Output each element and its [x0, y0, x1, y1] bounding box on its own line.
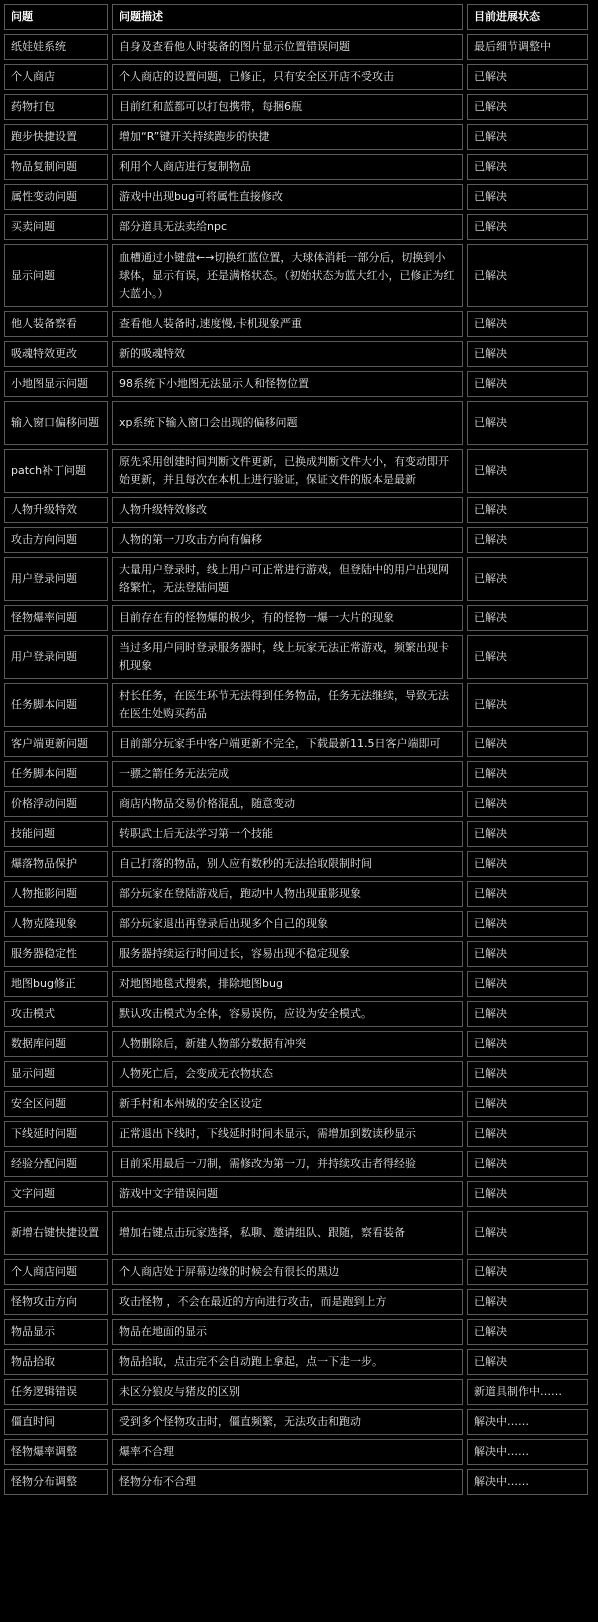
table-row [4, 34, 588, 60]
issue-name-cell: 人物升级特效 [4, 497, 108, 523]
issue-status-cell: 已解决 [467, 557, 588, 601]
table-row [4, 94, 588, 120]
issue-name-cell: 跑步快捷设置 [4, 124, 108, 150]
issue-name-cell: 地图bug修正 [4, 971, 108, 997]
table-row [4, 1151, 588, 1177]
issue-name-cell: 客户端更新问题 [4, 731, 108, 757]
issue-description-cell: 物品拾取，点击完不会自动跑上拿起，点一下走一步。 [112, 1349, 463, 1375]
issue-status-cell: 已解决 [467, 64, 588, 90]
issue-status-cell: 解决中…… [467, 1439, 588, 1465]
table-row [4, 1379, 588, 1405]
issue-description-cell: 一骠之箭任务无法完成 [112, 761, 463, 787]
issue-name-cell: 经验分配问题 [4, 1151, 108, 1177]
issue-status-cell: 已解决 [467, 635, 588, 679]
issue-status-cell: 已解决 [467, 449, 588, 493]
issue-name-cell: 物品拾取 [4, 1349, 108, 1375]
issue-name-cell: 怪物分布调整 [4, 1469, 108, 1495]
issue-name-cell: 新增右键快捷设置 [4, 1211, 108, 1255]
issue-description-cell: 人物死亡后，会变成无衣物状态 [112, 1061, 463, 1087]
issue-name-cell: 个人商店 [4, 64, 108, 90]
issue-description-cell: 目前存在有的怪物爆的极少，有的怪物一爆一大片的现象 [112, 605, 463, 631]
table-row [4, 1289, 588, 1315]
table-row [4, 881, 588, 907]
issue-status-cell: 已解决 [467, 214, 588, 240]
issue-status-cell: 已解决 [467, 821, 588, 847]
issue-description-cell: 个人商店处于屏幕边缘的时候会有很长的黑边 [112, 1259, 463, 1285]
issue-description-cell: 游戏中出现bug可将属性直接修改 [112, 184, 463, 210]
table-row [4, 1319, 588, 1345]
issue-name-cell: 任务脚本问题 [4, 683, 108, 727]
issue-status-cell: 已解决 [467, 1031, 588, 1057]
issue-name-cell: 僵直时间 [4, 1409, 108, 1435]
issue-description-cell: 查看他人装备时,速度慢,卡机现象严重 [112, 311, 463, 337]
table-row [4, 971, 588, 997]
issue-name-cell: 用户登录问题 [4, 635, 108, 679]
issue-name-cell: 人物克隆现象 [4, 911, 108, 937]
issue-status-cell: 新道具制作中…… [467, 1379, 588, 1405]
table-row [4, 1091, 588, 1117]
issue-status-cell: 已解决 [467, 1349, 588, 1375]
issue-status-cell: 已解决 [467, 941, 588, 967]
issue-name-cell: patch补丁问题 [4, 449, 108, 493]
issue-status-cell: 已解决 [467, 371, 588, 397]
issue-status-cell: 已解决 [467, 1151, 588, 1177]
issue-description-cell: 未区分狼皮与猪皮的区别 [112, 1379, 463, 1405]
issue-name-cell: 个人商店问题 [4, 1259, 108, 1285]
table-row [4, 124, 588, 150]
table-row [4, 401, 588, 445]
issue-status-cell: 已解决 [467, 605, 588, 631]
issue-name-cell: 爆落物品保护 [4, 851, 108, 877]
issue-status-cell: 已解决 [467, 791, 588, 817]
table-row [4, 1031, 588, 1057]
table-row [4, 1181, 588, 1207]
column-header-description: 问题描述 [112, 4, 463, 30]
issue-status-cell: 已解决 [467, 184, 588, 210]
issue-name-cell: 小地图显示问题 [4, 371, 108, 397]
table-row [4, 683, 588, 727]
table-row [4, 941, 588, 967]
issue-status-cell: 已解决 [467, 401, 588, 445]
issue-description-cell: 人物的第一刀攻击方向有偏移 [112, 527, 463, 553]
table-row [4, 791, 588, 817]
issue-description-cell: 原先采用创建时间判断文件更新，已换成判断文件大小，有变动即开始更新，并且每次在本机上进行验证，保证文件的版本是最新 [112, 449, 463, 493]
table-row [4, 1001, 588, 1027]
issue-name-cell: 他人装备察看 [4, 311, 108, 337]
table-row [4, 154, 588, 180]
issue-status-cell: 已解决 [467, 1319, 588, 1345]
table-row [4, 1409, 588, 1435]
issue-name-cell: 攻击模式 [4, 1001, 108, 1027]
column-header-issue: 问题 [4, 4, 108, 30]
issue-status-cell: 已解决 [467, 1289, 588, 1315]
issue-description-cell: 物品在地面的显示 [112, 1319, 463, 1345]
table-row [4, 605, 588, 631]
issue-status-cell: 解决中…… [467, 1469, 588, 1495]
issue-status-cell: 已解决 [467, 1181, 588, 1207]
table-row [4, 731, 588, 757]
table-row [4, 851, 588, 877]
issue-name-cell: 药物打包 [4, 94, 108, 120]
issue-description-cell: 98系统下小地图无法显示人和怪物位置 [112, 371, 463, 397]
issue-description-cell: 部分道具无法卖给npc [112, 214, 463, 240]
issue-status-cell: 已解决 [467, 154, 588, 180]
issue-description-cell: 目前部分玩家手中客户端更新不完全，下载最新11.5日客户端即可 [112, 731, 463, 757]
issue-name-cell: 用户登录问题 [4, 557, 108, 601]
issue-status-cell: 已解决 [467, 851, 588, 877]
issue-description-cell: 当过多用户同时登录服务器时，线上玩家无法正常游戏，频繁出现卡机现象 [112, 635, 463, 679]
issue-status-cell: 已解决 [467, 1091, 588, 1117]
table-row [4, 1439, 588, 1465]
table-row [4, 449, 588, 493]
table-row [4, 311, 588, 337]
table-row [4, 341, 588, 367]
issue-status-cell: 已解决 [467, 94, 588, 120]
issue-status-cell: 已解决 [467, 881, 588, 907]
issue-description-cell: 人物删除后，新建人物部分数据有冲突 [112, 1031, 463, 1057]
header-row [4, 4, 588, 30]
issue-name-cell: 任务逻辑错误 [4, 1379, 108, 1405]
issue-description-cell: 人物升级特效修改 [112, 497, 463, 523]
table-row [4, 64, 588, 90]
issue-name-cell: 技能问题 [4, 821, 108, 847]
issue-description-cell: 目前采用最后一刀制，需修改为第一刀，并持续攻击者得经验 [112, 1151, 463, 1177]
issue-name-cell: 服务器稳定性 [4, 941, 108, 967]
issue-description-cell: 服务器持续运行时间过长，容易出现不稳定现象 [112, 941, 463, 967]
issue-description-cell: 默认攻击模式为全体，容易误伤，应设为安全模式。 [112, 1001, 463, 1027]
table-row [4, 1121, 588, 1147]
issue-status-cell: 最后细节调整中 [467, 34, 588, 60]
issue-name-cell: 显示问题 [4, 244, 108, 307]
issue-description-cell: 部分玩家退出再登录后出现多个自己的现象 [112, 911, 463, 937]
issue-status-cell: 已解决 [467, 311, 588, 337]
issue-name-cell: 输入窗口偏移问题 [4, 401, 108, 445]
table-row [4, 761, 588, 787]
table-row [4, 1061, 588, 1087]
table-row [4, 557, 588, 601]
issue-description-cell: 部分玩家在登陆游戏后，跑动中人物出现重影现象 [112, 881, 463, 907]
issue-description-cell: 利用个人商店进行复制物品 [112, 154, 463, 180]
issue-description-cell: 增加右键点击玩家选择，私聊、邀请组队、跟随，察看装备 [112, 1211, 463, 1255]
issue-description-cell: 对地图地毯式搜索，排除地图bug [112, 971, 463, 997]
issue-name-cell: 纸娃娃系统 [4, 34, 108, 60]
issue-description-cell: 商店内物品交易价格混乱，随意变动 [112, 791, 463, 817]
table-row [4, 497, 588, 523]
issue-status-cell: 已解决 [467, 497, 588, 523]
issue-name-cell: 数据库问题 [4, 1031, 108, 1057]
table-row [4, 1211, 588, 1255]
issue-name-cell: 属性变动问题 [4, 184, 108, 210]
issue-description-cell: 受到多个怪物攻击时，僵直频繁，无法攻击和跑动 [112, 1409, 463, 1435]
issue-name-cell: 物品显示 [4, 1319, 108, 1345]
issue-description-cell: 新的吸魂特效 [112, 341, 463, 367]
issue-name-cell: 显示问题 [4, 1061, 108, 1087]
issue-description-cell: 增加“R”键开关持续跑步的快捷 [112, 124, 463, 150]
issue-description-cell: 自己打落的物品，别人应有数秒的无法拾取限制时间 [112, 851, 463, 877]
issue-status-cell: 已解决 [467, 1061, 588, 1087]
table-body [4, 34, 588, 1495]
issue-status-cell: 已解决 [467, 1001, 588, 1027]
issue-description-cell: 爆率不合理 [112, 1439, 463, 1465]
issue-status-cell: 已解决 [467, 971, 588, 997]
issue-name-cell: 怪物爆率调整 [4, 1439, 108, 1465]
issue-description-cell: 怪物分布不合理 [112, 1469, 463, 1495]
table-row [4, 214, 588, 240]
issue-status-cell: 已解决 [467, 1259, 588, 1285]
issue-status-cell: 解决中…… [467, 1409, 588, 1435]
table-row [4, 1259, 588, 1285]
issue-status-cell: 已解决 [467, 911, 588, 937]
table-row [4, 1349, 588, 1375]
column-header-status: 目前进展状态 [467, 4, 588, 30]
issue-name-cell: 攻击方向问题 [4, 527, 108, 553]
issue-status-cell: 已解决 [467, 527, 588, 553]
issue-name-cell: 价格浮动问题 [4, 791, 108, 817]
issue-description-cell: 游戏中文字错误问题 [112, 1181, 463, 1207]
table-row [4, 184, 588, 210]
issue-status-cell: 已解决 [467, 124, 588, 150]
table-row [4, 1469, 588, 1495]
issue-description-cell: 个人商店的设置问题，已修正，只有安全区开店不受攻击 [112, 64, 463, 90]
issue-name-cell: 物品复制问题 [4, 154, 108, 180]
issue-description-cell: xp系统下输入窗口会出现的偏移问题 [112, 401, 463, 445]
table-row [4, 244, 588, 307]
issue-description-cell: 正常退出下线时，下线延时时间未显示，需增加到数读秒显示 [112, 1121, 463, 1147]
issue-description-cell: 血槽通过小键盘←→切换红蓝位置，大球体消耗一部分后，切换到小球体，显示有误，还是满格状态。（初始状态为蓝大红小，已修正为红大蓝小。） [112, 244, 463, 307]
issue-name-cell: 买卖问题 [4, 214, 108, 240]
issue-status-cell: 已解决 [467, 244, 588, 307]
table-row [4, 635, 588, 679]
issue-status-cell: 已解决 [467, 731, 588, 757]
issue-name-cell: 怪物攻击方向 [4, 1289, 108, 1315]
issue-status-cell: 已解决 [467, 341, 588, 367]
issue-description-cell: 转职武士后无法学习第一个技能 [112, 821, 463, 847]
issue-description-cell: 攻击怪物 ，不会在最近的方向进行攻击，而是跑到上方 [112, 1289, 463, 1315]
issue-name-cell: 文字问题 [4, 1181, 108, 1207]
issue-name-cell: 怪物爆率问题 [4, 605, 108, 631]
issue-status-cell: 已解决 [467, 761, 588, 787]
table-row [4, 371, 588, 397]
issue-description-cell: 新手村和本州城的安全区设定 [112, 1091, 463, 1117]
issue-status-cell: 已解决 [467, 683, 588, 727]
issue-description-cell: 大量用户登录时，线上用户可正常进行游戏，但登陆中的用户出现网络繁忙，无法登陆问题 [112, 557, 463, 601]
issue-name-cell: 任务脚本问题 [4, 761, 108, 787]
issue-status-cell: 已解决 [467, 1121, 588, 1147]
issue-name-cell: 吸魂特效更改 [4, 341, 108, 367]
issue-description-cell: 村长任务，在医生环节无法得到任务物品，任务无法继续，导致无法在医生处购买药品 [112, 683, 463, 727]
issue-name-cell: 安全区问题 [4, 1091, 108, 1117]
issue-name-cell: 下线延时问题 [4, 1121, 108, 1147]
issue-description-cell: 目前红和蓝都可以打包携带，每捆6瓶 [112, 94, 463, 120]
issue-name-cell: 人物拖影问题 [4, 881, 108, 907]
table-row [4, 527, 588, 553]
table-row [4, 821, 588, 847]
table-row [4, 911, 588, 937]
issue-status-cell: 已解决 [467, 1211, 588, 1255]
issue-description-cell: 自身及查看他人时装备的图片显示位置错误问题 [112, 34, 463, 60]
